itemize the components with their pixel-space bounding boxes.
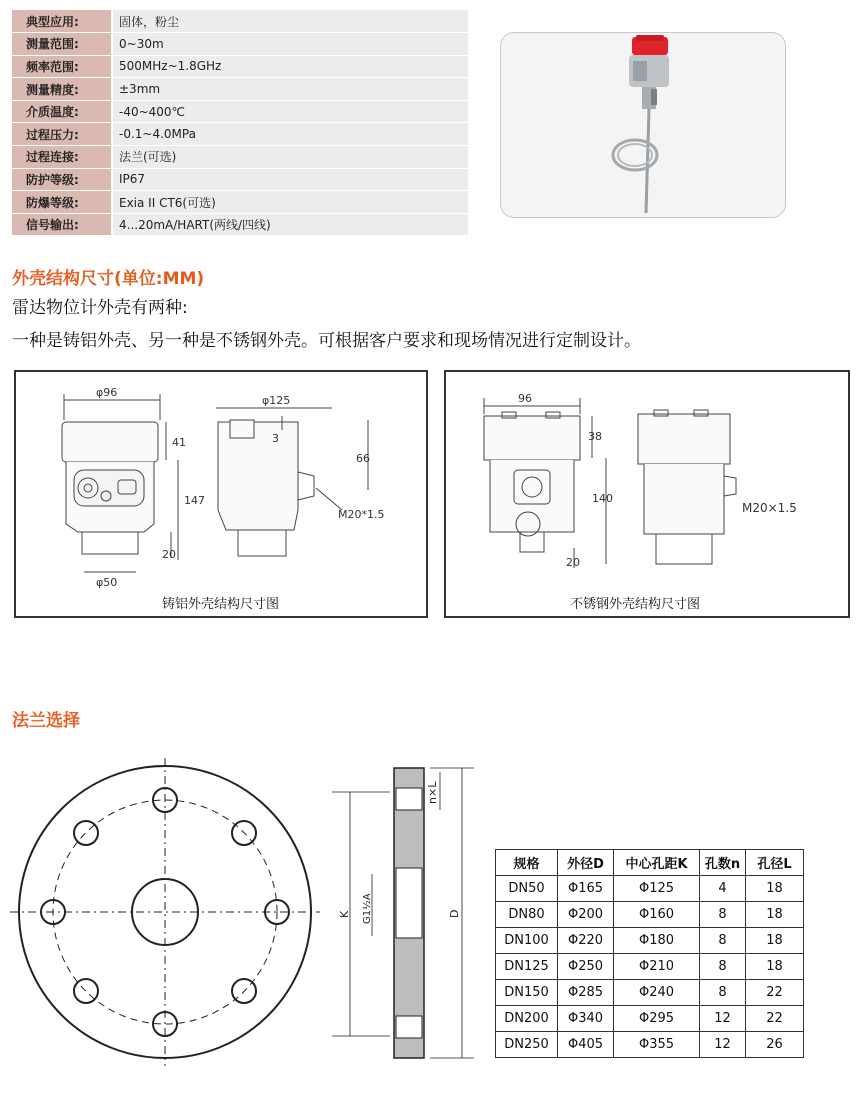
flange-header: 规格 (496, 850, 558, 876)
spec-value: IP67 (112, 168, 468, 191)
table-row (496, 980, 804, 1006)
table-cell: Φ125 (614, 876, 700, 902)
flange-header: 孔径L (746, 850, 804, 876)
spec-label: 介质温度: (12, 100, 112, 123)
product-photo (500, 32, 786, 218)
spec-label: 频率范围: (12, 55, 112, 78)
spec-row (12, 191, 468, 214)
spec-value: Exia II CT6(可选) (112, 191, 468, 214)
spec-row (12, 168, 468, 191)
table-cell: Φ355 (614, 1032, 700, 1058)
table-cell: Φ220 (558, 928, 614, 954)
table-row (496, 902, 804, 928)
stainless-housing-drawing (444, 370, 850, 618)
table-cell: 18 (746, 954, 804, 980)
table-cell: 8 (700, 928, 746, 954)
housing-line1: 雷达物位计外壳有两种: (12, 298, 188, 318)
flange-title: 法兰选择 (12, 711, 80, 731)
table-row (496, 1032, 804, 1058)
spec-value: 500MHz~1.8GHz (112, 55, 468, 78)
dim-d50: φ50 (96, 576, 118, 589)
dim-h147: 147 (184, 494, 205, 507)
spec-row (12, 100, 468, 123)
flange-header: 中心孔距K (614, 850, 700, 876)
spec-label: 测量范围: (12, 33, 112, 56)
table-row (496, 928, 804, 954)
label-k: K (338, 910, 351, 918)
ss-dim-h38: 38 (588, 430, 602, 443)
ss-dim-h20: 20 (566, 556, 580, 569)
table-cell: Φ200 (558, 902, 614, 928)
spec-value: 固体，粉尘 (112, 10, 468, 33)
housing-line2: 一种是铸铝外壳、另一种是不锈钢外壳。可根据客户要求和现场情况进行定制设计。 (12, 331, 641, 351)
table-cell: 18 (746, 928, 804, 954)
table-cell: DN150 (496, 980, 558, 1006)
aluminum-caption: 铸铝外壳结构尺寸图 (162, 597, 280, 612)
table-cell: DN200 (496, 1006, 558, 1032)
flange-header: 孔数n (700, 850, 746, 876)
dim-d125: φ125 (262, 394, 291, 407)
spec-label: 防爆等级: (12, 191, 112, 214)
label-d: D (448, 909, 461, 918)
spec-label: 过程压力: (12, 123, 112, 146)
table-cell: Φ160 (614, 902, 700, 928)
dim-d96: φ96 (96, 386, 118, 399)
spec-value: -0.1~4.0MPa (112, 123, 468, 146)
table-cell: 8 (700, 902, 746, 928)
flange-header: 外径D (558, 850, 614, 876)
spec-row (12, 55, 468, 78)
spec-label: 信号输出: (12, 213, 112, 236)
table-cell: 8 (700, 954, 746, 980)
dim-thread: M20*1.5 (338, 508, 385, 521)
ss-dim-h140: 140 (592, 492, 613, 505)
spec-value: -40~400℃ (112, 100, 468, 123)
spec-label: 测量精度: (12, 78, 112, 101)
table-cell: Φ405 (558, 1032, 614, 1058)
spec-table (12, 10, 468, 236)
table-cell: DN100 (496, 928, 558, 954)
flange-drawing (0, 740, 490, 1103)
aluminum-housing-drawing (14, 370, 428, 618)
table-cell: Φ210 (614, 954, 700, 980)
table-cell: 18 (746, 902, 804, 928)
spec-row (12, 213, 468, 236)
table-cell: Φ180 (614, 928, 700, 954)
spec-value: ±3mm (112, 78, 468, 101)
table-cell: 12 (700, 1006, 746, 1032)
table-cell: Φ250 (558, 954, 614, 980)
table-cell: DN125 (496, 954, 558, 980)
dim-h41: 41 (172, 436, 186, 449)
label-nxl: n×L (426, 781, 439, 804)
aluminum-housing-svg (16, 372, 426, 616)
table-cell: Φ285 (558, 980, 614, 1006)
stainless-caption: 不锈钢外壳结构尺寸图 (570, 597, 701, 612)
stainless-housing-svg (446, 372, 848, 616)
label-g: G1½A (362, 893, 373, 924)
spec-label: 过程连接: (12, 146, 112, 169)
table-row (496, 876, 804, 902)
spec-row (12, 33, 468, 56)
flange-table (495, 849, 804, 1058)
table-cell: 22 (746, 980, 804, 1006)
dim-h20: 20 (162, 548, 176, 561)
table-cell: 22 (746, 1006, 804, 1032)
table-cell: Φ165 (558, 876, 614, 902)
table-cell: 4 (700, 876, 746, 902)
spec-row (12, 123, 468, 146)
table-cell: DN80 (496, 902, 558, 928)
dim-h66: 66 (356, 452, 370, 465)
table-cell: Φ340 (558, 1006, 614, 1032)
spec-row (12, 10, 468, 33)
ss-dim-d96: 96 (518, 392, 532, 405)
housing-title: 外壳结构尺寸(单位:MM) (12, 269, 205, 289)
ss-dim-thread: M20×1.5 (742, 501, 797, 515)
spec-label: 典型应用: (12, 10, 112, 33)
table-cell: 8 (700, 980, 746, 1006)
spec-value: 法兰(可选) (112, 146, 468, 169)
table-cell: DN50 (496, 876, 558, 902)
spec-row (12, 146, 468, 169)
spec-value: 0~30m (112, 33, 468, 56)
table-row (496, 1006, 804, 1032)
table-cell: 18 (746, 876, 804, 902)
table-cell: 12 (700, 1032, 746, 1058)
spec-value: 4...20mA/HART(两线/四线) (112, 213, 468, 236)
spec-row (12, 78, 468, 101)
spec-label: 防护等级: (12, 168, 112, 191)
table-cell: 26 (746, 1032, 804, 1058)
radar-level-meter-image (501, 33, 787, 219)
table-cell: Φ295 (614, 1006, 700, 1032)
table-cell: DN250 (496, 1032, 558, 1058)
table-cell: Φ240 (614, 980, 700, 1006)
table-row (496, 954, 804, 980)
dim-h3: 3 (272, 432, 279, 445)
